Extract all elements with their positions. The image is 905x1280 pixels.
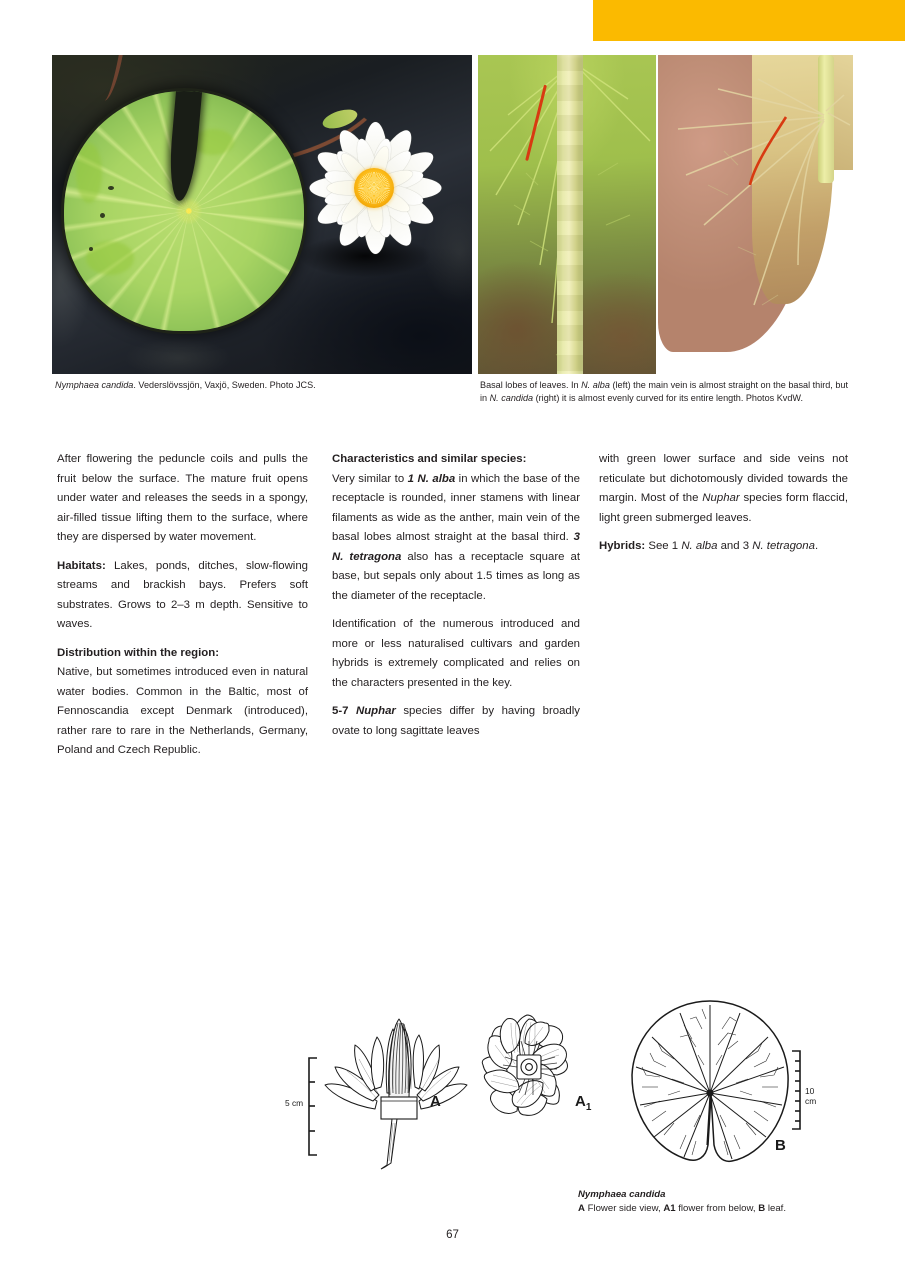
paragraph-distribution: Native, but sometimes introduced even in natural water bodies. Common in the Baltic, most of Fennoscandia except Denmark (introduced), rather rare to rare in the Netherlands, Germany, Poland and Czech Republic. bbox=[57, 666, 308, 756]
paragraph-identification: Identification of the numerous introduced and more or less naturalised cultivars and garden hybrids is extremely complicated and relies on the characters presented in the key. bbox=[332, 618, 580, 689]
paragraph-fruit-dispersal: After flowering the peduncle coils and pulls the fruit below the surface. The mature fruit opens under water and releases the seeds in a spongy, air-filled tissue lifting them to the surface, where they are dispersed by water movement. bbox=[57, 453, 308, 543]
plate-caption-a-label: A bbox=[578, 1202, 585, 1214]
caption-species-alba: N. alba bbox=[581, 380, 610, 390]
n-candida-basal-lobes-photo bbox=[658, 55, 853, 374]
plate-caption-b-text: leaf. bbox=[765, 1202, 786, 1214]
paragraph-habitats bbox=[57, 557, 308, 635]
col3-text-b: species form flaccid, light green submerged leaves. bbox=[599, 492, 848, 524]
nuphar-genus: Nuphar bbox=[355, 705, 396, 717]
lily-pad-blotch bbox=[86, 241, 134, 275]
flower-from-below-drawing bbox=[463, 1003, 593, 1148]
char-text-b: in which the base of the receptacle is rounded, inner stamens with linear filaments as wide as the anther, main vein of the basal lobes almost straight at the basal third. bbox=[332, 472, 580, 543]
lobe-cutout-mask bbox=[478, 55, 656, 374]
char-species-tetragona: 3 N. tetragona bbox=[332, 531, 580, 563]
top-accent-bar bbox=[593, 0, 905, 41]
caption-text-part3: (right) it is almost evenly curved for its entire length. Photos KvdW. bbox=[533, 393, 803, 404]
pair-photo-caption bbox=[480, 379, 850, 405]
hybrids-text-b: and 3 bbox=[717, 540, 753, 552]
paragraph-nuphar bbox=[332, 702, 580, 741]
lily-pad-blotch bbox=[76, 143, 102, 203]
caption-text-part2: (left) the main vein is almost straight on the basal third, but in bbox=[480, 380, 849, 404]
plate-caption-a1-text: flower from below, bbox=[675, 1202, 759, 1214]
nuphar-text: species differ by having broadly ovate to long sagittate leaves bbox=[332, 705, 580, 737]
char-species-alba: 1 N. alba bbox=[407, 472, 456, 485]
flower-stamens-center bbox=[354, 168, 394, 208]
figure-label-a1: $A_1$ bbox=[575, 1093, 592, 1113]
col3-text-a: with green lower surface and side veins not reticulate but dichotomously divided towards the margin. Most of the bbox=[599, 453, 848, 504]
plate-caption-b-label: B bbox=[758, 1202, 766, 1214]
scale-label-5cm: 5 cm bbox=[285, 1098, 304, 1108]
page-number: 67 bbox=[446, 1229, 459, 1241]
col3-genus-nuphar: Nuphar bbox=[702, 492, 740, 504]
figure-label-b: B bbox=[775, 1137, 786, 1154]
plate-caption-species: Nymphaea candida bbox=[578, 1189, 666, 1200]
habitats-text: Lakes, ponds, ditches, slow-flowing streams and brackish bays. Prefers soft substrates. Grows to 2–3 m depth. Sensitive to waves. bbox=[57, 559, 308, 630]
scale-label-10cm: 10 cm bbox=[805, 1086, 817, 1106]
hybrids-text-c: . bbox=[814, 540, 819, 552]
nymphaea-candida-leaf-and-flower-photo bbox=[52, 55, 472, 374]
text-column-3 bbox=[599, 450, 848, 557]
main-photo-caption bbox=[55, 379, 455, 392]
paragraph-characteristics bbox=[332, 470, 580, 607]
hybrids-text-a: See 1 bbox=[645, 540, 682, 552]
habitats-label: Habitats: bbox=[57, 559, 106, 572]
plate-caption bbox=[578, 1188, 858, 1215]
leaf-drawing bbox=[610, 995, 820, 1170]
text-column-2 bbox=[332, 450, 580, 741]
flower-side-view-drawing bbox=[315, 997, 475, 1172]
scale-bar-10cm bbox=[790, 995, 820, 1170]
hybrids-label: Hybrids: bbox=[599, 540, 646, 552]
caption-location-text: . Vederslövssjön, Vaxjö, Sweden. Photo JCS. bbox=[133, 380, 316, 390]
hybrids-species-alba: N. alba bbox=[681, 540, 718, 552]
paragraph-hybrids bbox=[599, 537, 848, 557]
paragraph-nuphar-continued bbox=[599, 450, 848, 528]
lily-pad-spot bbox=[89, 247, 93, 251]
lily-pad-spot bbox=[100, 213, 105, 218]
char-text-a: Very similar to bbox=[332, 472, 408, 485]
illustration-plate bbox=[285, 995, 820, 1170]
caption-text-part1: Basal lobes of leaves. In bbox=[480, 380, 582, 390]
lily-pad bbox=[64, 91, 304, 331]
figure-label-a: A bbox=[430, 1093, 441, 1110]
n-alba-basal-lobes-photo bbox=[478, 55, 656, 374]
plate-caption-a1-label: A1 bbox=[663, 1202, 676, 1214]
hybrids-species-tetragona: N. tetragona bbox=[752, 540, 815, 552]
characteristics-heading: Characteristics and similar species: bbox=[332, 453, 527, 465]
white-water-lily-flower bbox=[304, 115, 444, 261]
nuphar-number: 5-7 bbox=[332, 705, 356, 717]
text-column-1 bbox=[57, 450, 308, 761]
caption-species-name: Nymphaea candida bbox=[55, 380, 134, 390]
char-text-c: also has a receptacle square at base, but sepals only about 1.5 times as long as the diameter of the receptacle. bbox=[332, 550, 581, 602]
brown-leaf-vein-overlay bbox=[658, 55, 853, 374]
lily-pad-spot bbox=[108, 186, 114, 190]
photo-row bbox=[52, 55, 853, 374]
distribution-heading: Distribution within the region: bbox=[57, 646, 219, 659]
plate-caption-a-text: Flower side view, bbox=[584, 1202, 664, 1214]
brown-leaf-container bbox=[658, 55, 853, 374]
caption-species-candida: N. candida bbox=[489, 393, 534, 404]
